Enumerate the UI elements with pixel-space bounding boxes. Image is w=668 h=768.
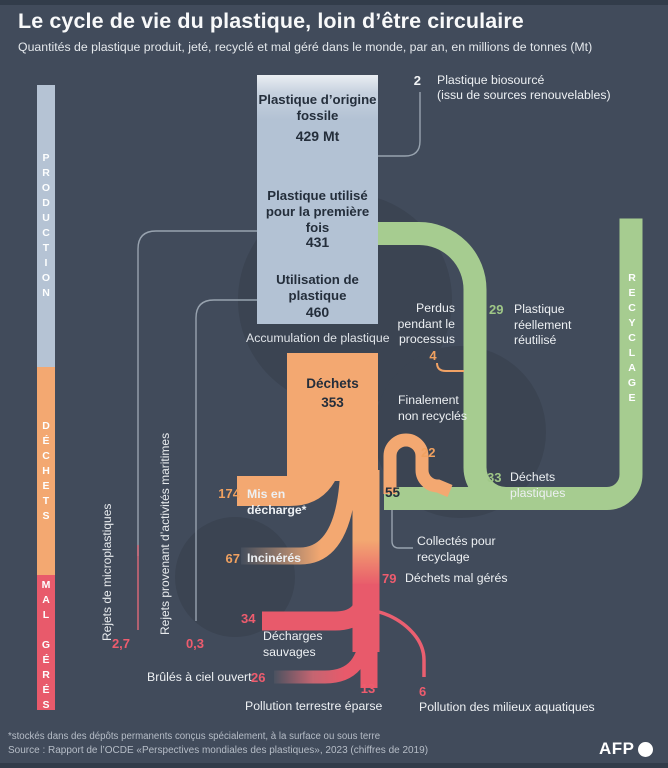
page-title: Le cycle de vie du plastique, loin d’être circulaire (18, 9, 524, 33)
afp-logo (599, 739, 653, 759)
biosourced-value: 2 (413, 73, 421, 88)
incinerated-label: Incinérés (247, 551, 301, 565)
process-loss-value: 4 (429, 348, 437, 363)
legend-mal-geres-label: MAL GÉRÉS (40, 579, 52, 714)
first-use-node-label: Plastique utilisé pour la première fois (265, 188, 370, 235)
recycled-waste-value: 33 (487, 470, 502, 485)
afp-logo-text: AFP (599, 739, 635, 758)
footnote: *stockés dans des dépôts permanents conçus spécialement, à la surface ou sous terre (8, 731, 381, 742)
collected-callout-line (392, 506, 413, 548)
biosourced-sublabel: (issu de sources renouvelables) (437, 88, 611, 102)
accumulation-label: Accumulation de plastique (246, 331, 390, 345)
reused-value: 29 (489, 302, 504, 317)
fossil-node-label: Plastique d’origine fossile (258, 92, 377, 123)
legend-recyclage-label: RECYCLAGE (626, 272, 638, 407)
collected-value: 55 (385, 485, 401, 500)
legend-production-label: PRODUCTION (40, 152, 52, 302)
use-node-value: 460 (305, 304, 330, 320)
incinerated-value: 67 (225, 551, 240, 566)
use-node-label: Utilisation de plastique (276, 272, 359, 303)
not-recycled-label: Finalement non recyclés (398, 393, 468, 423)
top-edge-strip (0, 0, 668, 5)
source-line: Source : Rapport de l’OCDE «Perspectives mondiales des plastiques», 2023 (chiffres de 2019) (8, 745, 429, 756)
reused-label: Plastique réellement réutilisé (514, 302, 572, 347)
waste-node-value: 353 (321, 395, 344, 410)
maritime-label: Rejets provenant d’activités maritimes (158, 432, 172, 635)
biosourced-label: Plastique biosourcé (437, 73, 545, 87)
wild-dumps-value: 34 (241, 611, 256, 626)
landfill-band (237, 438, 329, 491)
mismanaged-value: 79 (382, 571, 397, 586)
recycled-waste-label: Déchets plastiques (510, 470, 566, 500)
microplastics-value: 2,7 (111, 636, 131, 651)
page-subtitle: Quantités de plastique produit, jeté, recyclé et mal géré dans le monde, par an, en millions de tonnes (Mt) (18, 40, 593, 54)
legend-dechets-label: DÉCHETS (40, 420, 52, 525)
maritime-value: 0,3 (185, 636, 205, 651)
microplastics-line (138, 231, 257, 556)
biosourced-line (378, 92, 420, 156)
water-pollution-value: 6 (419, 684, 427, 699)
process-loss-label: Perdus pendant le processus (397, 301, 455, 346)
mismanaged-label: Déchets mal gérés (405, 571, 508, 585)
waste-node-label: Déchets (306, 376, 359, 391)
open-burned-value: 26 (251, 670, 266, 685)
land-pollution-value: 13 (360, 681, 376, 696)
water-pollution-label: Pollution des milieux aquatiques (419, 700, 595, 714)
afp-globe-icon (638, 742, 653, 757)
collected-label: Collectés pour recyclage (417, 534, 496, 564)
not-recycled-value: 22 (421, 445, 436, 460)
microplastics-label: Rejets de microplastiques (100, 503, 114, 641)
bottom-edge-strip (0, 763, 668, 768)
first-use-node-value: 431 (305, 234, 330, 250)
land-pollution-label: Pollution terrestre éparse (245, 699, 383, 713)
open-burned-label: Brûlés à ciel ouvert (147, 670, 252, 684)
landfill-label: Mis en décharge* (247, 487, 307, 517)
wild-dumps-label: Décharges sauvages (263, 629, 323, 659)
landfill-value: 174 (218, 486, 240, 501)
water-pollution-line (379, 612, 424, 677)
fossil-node-value: 429 Mt (295, 128, 340, 144)
